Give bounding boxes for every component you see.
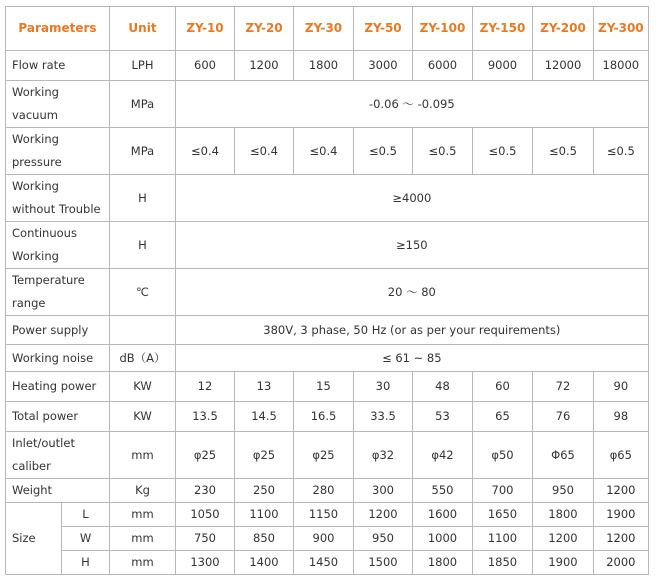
row-unit: H xyxy=(110,175,176,222)
row-unit: mm xyxy=(110,503,176,527)
row-label: Working without Trouble xyxy=(6,175,110,222)
size-dimension-label: H xyxy=(62,551,110,575)
cell: 1600 xyxy=(413,503,473,527)
row-label: Weight xyxy=(6,479,110,503)
size-dimension-label: W xyxy=(62,527,110,551)
cell: 1200 xyxy=(594,479,649,503)
row-working-noise xyxy=(6,345,649,372)
row-label: Inlet/outlet caliber xyxy=(6,432,110,479)
row-unit: ℃ xyxy=(110,269,176,316)
cell: 12000 xyxy=(533,51,594,81)
spec-table xyxy=(5,6,649,575)
cell: 1450 xyxy=(294,551,354,575)
row-unit: H xyxy=(110,222,176,269)
cell: 600 xyxy=(176,51,235,81)
cell: 1800 xyxy=(533,503,594,527)
cell: φ25 xyxy=(176,432,235,479)
cell: 33.5 xyxy=(354,402,413,432)
header-unit: Unit xyxy=(110,7,176,51)
cell: 13 xyxy=(235,372,294,402)
merged-cell: 380V, 3 phase, 50 Hz (or as per your requirements) xyxy=(176,316,649,345)
cell: 6000 xyxy=(413,51,473,81)
row-unit: mm xyxy=(110,432,176,479)
cell: 1200 xyxy=(354,503,413,527)
cell: 1000 xyxy=(413,527,473,551)
cell: 14.5 xyxy=(235,402,294,432)
size-dimension-label: L xyxy=(62,503,110,527)
cell: 1400 xyxy=(235,551,294,575)
cell: 2000 xyxy=(594,551,649,575)
cell: 90 xyxy=(594,372,649,402)
cell: 76 xyxy=(533,402,594,432)
row-label: Flow rate xyxy=(6,51,110,81)
cell: 280 xyxy=(294,479,354,503)
row-label: Temperature range xyxy=(6,269,110,316)
cell: 1900 xyxy=(533,551,594,575)
row-unit xyxy=(110,316,176,345)
cell: ≤0.4 xyxy=(176,128,235,175)
cell: ≤0.5 xyxy=(473,128,533,175)
row-unit: KW xyxy=(110,372,176,402)
cell: 950 xyxy=(354,527,413,551)
size-label: Size xyxy=(6,503,62,575)
row-working-pressure xyxy=(6,128,649,175)
cell: φ50 xyxy=(473,432,533,479)
cell: 3000 xyxy=(354,51,413,81)
cell: ≤0.5 xyxy=(533,128,594,175)
cell: 550 xyxy=(413,479,473,503)
cell: φ42 xyxy=(413,432,473,479)
row-unit: Kg xyxy=(110,479,176,503)
header-model: ZY-150 xyxy=(473,7,533,51)
cell: 13.5 xyxy=(176,402,235,432)
cell: 65 xyxy=(473,402,533,432)
cell: 1100 xyxy=(235,503,294,527)
row-unit: LPH xyxy=(110,51,176,81)
cell: φ32 xyxy=(354,432,413,479)
header-model: ZY-20 xyxy=(235,7,294,51)
cell: 1500 xyxy=(354,551,413,575)
cell: 1900 xyxy=(594,503,649,527)
cell: 1200 xyxy=(533,527,594,551)
merged-cell: 20 ～ 80 xyxy=(176,269,649,316)
row-continuous-working xyxy=(6,222,649,269)
row-label: Power supply xyxy=(6,316,110,345)
cell: ≤0.4 xyxy=(235,128,294,175)
cell: 1200 xyxy=(594,527,649,551)
row-flow-rate xyxy=(6,51,649,81)
row-size-w xyxy=(6,527,649,551)
row-weight xyxy=(6,479,649,503)
cell: 48 xyxy=(413,372,473,402)
cell: 1850 xyxy=(473,551,533,575)
cell: 1650 xyxy=(473,503,533,527)
row-unit: MPa xyxy=(110,128,176,175)
header-model: ZY-50 xyxy=(354,7,413,51)
header-model: ZY-10 xyxy=(176,7,235,51)
row-label: Working noise xyxy=(6,345,110,372)
header-model: ZY-30 xyxy=(294,7,354,51)
cell: 900 xyxy=(294,527,354,551)
cell: 16.5 xyxy=(294,402,354,432)
cell: 12 xyxy=(176,372,235,402)
merged-cell: ≤ 61 ~ 85 xyxy=(176,345,649,372)
row-working-vacuum xyxy=(6,81,649,128)
row-power-supply xyxy=(6,316,649,345)
row-unit: MPa xyxy=(110,81,176,128)
cell: ≤0.5 xyxy=(354,128,413,175)
header-model: ZY-300 xyxy=(594,7,649,51)
row-unit: mm xyxy=(110,551,176,575)
merged-cell: -0.06 ～ -0.095 xyxy=(176,81,649,128)
row-temperature-range xyxy=(6,269,649,316)
cell: 1800 xyxy=(413,551,473,575)
header-parameters: Parameters xyxy=(6,7,110,51)
row-unit: KW xyxy=(110,402,176,432)
cell: 1150 xyxy=(294,503,354,527)
cell: 950 xyxy=(533,479,594,503)
cell: 1200 xyxy=(235,51,294,81)
header-model: ZY-200 xyxy=(533,7,594,51)
cell: 300 xyxy=(354,479,413,503)
row-size-h xyxy=(6,551,649,575)
merged-cell: ≥4000 xyxy=(176,175,649,222)
row-inlet-outlet-caliber xyxy=(6,432,649,479)
row-working-without-trouble xyxy=(6,175,649,222)
row-heating-power xyxy=(6,372,649,402)
cell: 15 xyxy=(294,372,354,402)
row-total-power xyxy=(6,402,649,432)
cell: ≤0.5 xyxy=(594,128,649,175)
header-model: ZY-100 xyxy=(413,7,473,51)
cell: 1100 xyxy=(473,527,533,551)
row-label: Heating power xyxy=(6,372,110,402)
cell: 1300 xyxy=(176,551,235,575)
header-row xyxy=(6,7,649,51)
row-label: Continuous Working xyxy=(6,222,110,269)
row-label: Working pressure xyxy=(6,128,110,175)
cell: 60 xyxy=(473,372,533,402)
cell: 30 xyxy=(354,372,413,402)
row-label: Total power xyxy=(6,402,110,432)
cell: 230 xyxy=(176,479,235,503)
row-unit: dB（A） xyxy=(110,345,176,372)
cell: Φ65 xyxy=(533,432,594,479)
cell: 250 xyxy=(235,479,294,503)
cell: 750 xyxy=(176,527,235,551)
cell: 53 xyxy=(413,402,473,432)
cell: 9000 xyxy=(473,51,533,81)
cell: φ65 xyxy=(594,432,649,479)
cell: 1800 xyxy=(294,51,354,81)
cell: 72 xyxy=(533,372,594,402)
cell: 18000 xyxy=(594,51,649,81)
cell: ≤0.4 xyxy=(294,128,354,175)
cell: φ25 xyxy=(294,432,354,479)
merged-cell: ≥150 xyxy=(176,222,649,269)
row-label: Working vacuum xyxy=(6,81,110,128)
cell: 1050 xyxy=(176,503,235,527)
row-size-l xyxy=(6,503,649,527)
cell: 700 xyxy=(473,479,533,503)
cell: 850 xyxy=(235,527,294,551)
row-unit: mm xyxy=(110,527,176,551)
cell: φ25 xyxy=(235,432,294,479)
cell: 98 xyxy=(594,402,649,432)
cell: ≤0.5 xyxy=(413,128,473,175)
